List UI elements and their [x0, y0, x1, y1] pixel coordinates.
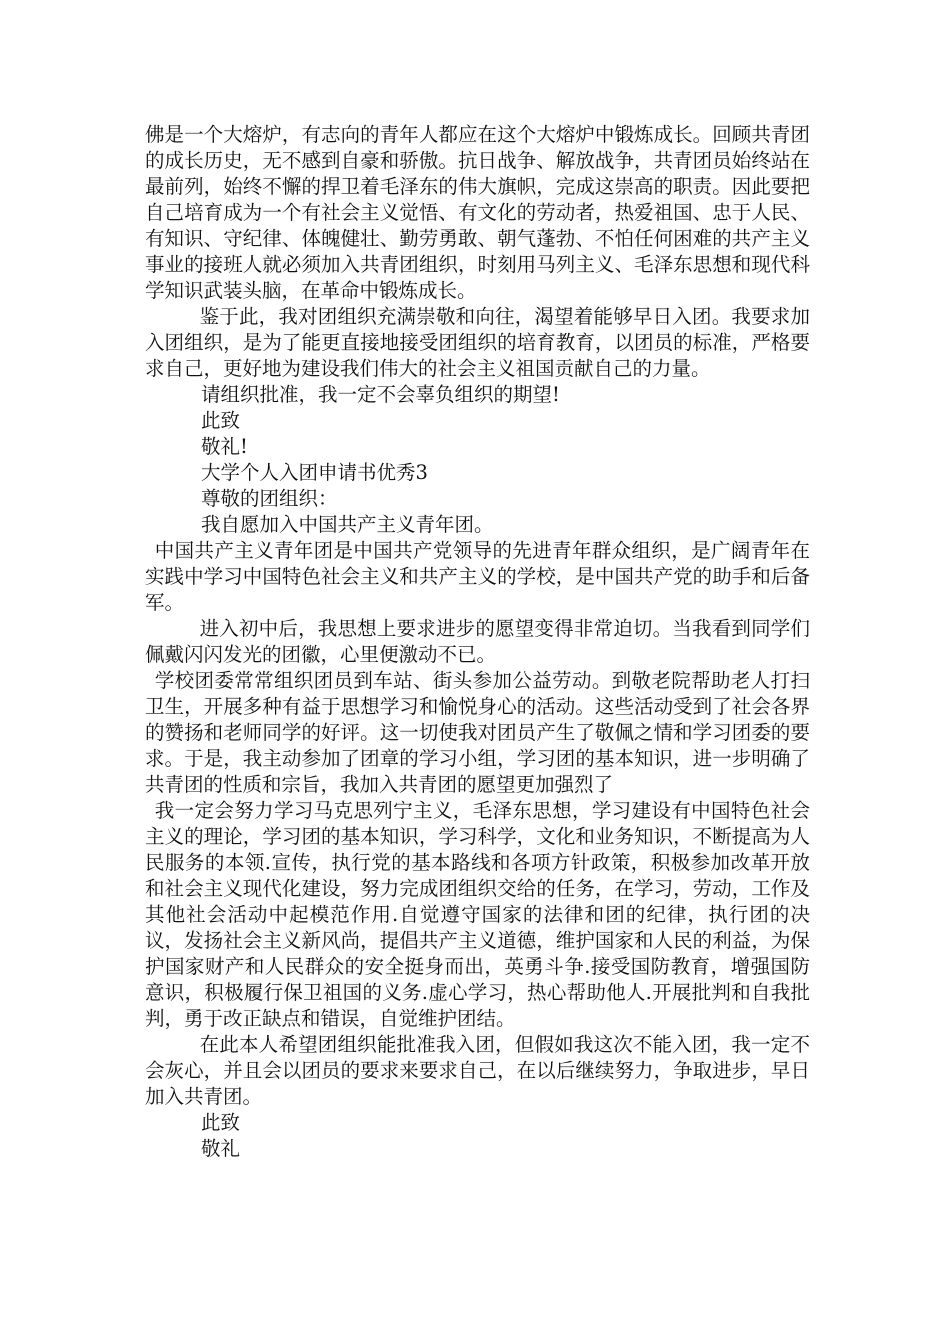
text-line: 请组织批准，我一定不会辜负组织的期望!	[201, 383, 560, 406]
paragraph: 在此本人希望团组织能批准我入团，但假如我这次不能入团，我一定不会灰心，并且会以团员的要求来要求自己，在以后继续努力，争取进步，早日加入共青团。	[145, 1033, 810, 1108]
document-page	[145, 122, 810, 1162]
paragraph: 学校团委常常组织团员到车站、街头参加公益劳动。到敬老院帮助老人打扫卫生，开展多种有益于思想学习和愉悦身心的活动。这些活动受到了社会各界的赞扬和老师同学的好评。这一切使我对团员产生了敬佩之情和学习团委的要求。于是，我主动参加了团章的学习小组，学习团的基本知识，进一步明确了共青团的性质和宗旨，我加入共青团的愿望更加强烈了	[145, 669, 810, 796]
salutation: 尊敬的团组织：	[201, 487, 338, 510]
text-line: 此致	[201, 1111, 241, 1134]
paragraph: 中国共产主义青年团是中国共产党领导的先进青年群众组织，是广阔青年在实践中学习中国特色社会主义和共产主义的学校，是中国共产党的助手和后备军。	[145, 539, 810, 614]
text-line: 敬礼!	[201, 435, 248, 458]
section-title: 大学个人入团申请书优秀3	[201, 461, 428, 484]
paragraph: 进入初中后，我思想上要求进步的愿望变得非常迫切。当我看到同学们佩戴闪闪发光的团徽，心里便激动不已。	[145, 617, 810, 666]
text-line: 敬礼	[201, 1137, 241, 1160]
text-line: 我自愿加入中国共产主义青年团。	[201, 513, 494, 536]
paragraph: 我一定会努力学习马克思列宁主义，毛泽东思想，学习建设有中国特色社会主义的理论，学习团的基本知识，学习科学，文化和业务知识，不断提高为人民服务的本领.宣传，执行党的基本路线和各项方针政策，积极参加改革开放和社会主义现代化建设，努力完成团组织交给的任务，在学习，劳动，工作及其他社会活动中起模范作用.自觉遵守国家的法律和团的纪律，执行团的决议，发扬社会主义新风尚，提倡共产主义道德，维护国家和人民的利益，为保护国家财产和人民群众的安全挺身而出，英勇斗争.接受国防教育，增强国防意识，积极履行保卫祖国的义务.虚心学习，热心帮助他人.开展批判和自我批判，勇于改正缺点和错误，自觉维护团结。	[145, 799, 810, 1030]
paragraph: 佛是一个大熔炉，有志向的青年人都应在这个大熔炉中锻炼成长。回顾共青团的成长历史，无不感到自豪和骄傲。抗日战争、解放战争，共青团员始终站在最前列，始终不懈的捍卫着毛泽东的伟大旗帜，完成这崇高的职责。因此要把自己培育成为一个有社会主义觉悟、有文化的劳动者，热爱祖国、忠于人民、有知识、守纪律、体魄健壮、勤劳勇敢、朝气蓬勃、不怕任何困难的共产主义事业的接班人就必须加入共青团组织，时刻用马列主义、毛泽东思想和现代科学知识武装头脑，在革命中锻炼成长。	[145, 123, 810, 302]
paragraph: 鉴于此，我对团组织充满崇敬和向往，渴望着能够早日入团。我要求加入团组织，是为了能更直接地接受团组织的培育教育，以团员的标准，严格要求自己，更好地为建设我们伟大的社会主义祖国贡献自己的力量。	[145, 305, 810, 380]
text-line: 此致	[201, 409, 241, 432]
